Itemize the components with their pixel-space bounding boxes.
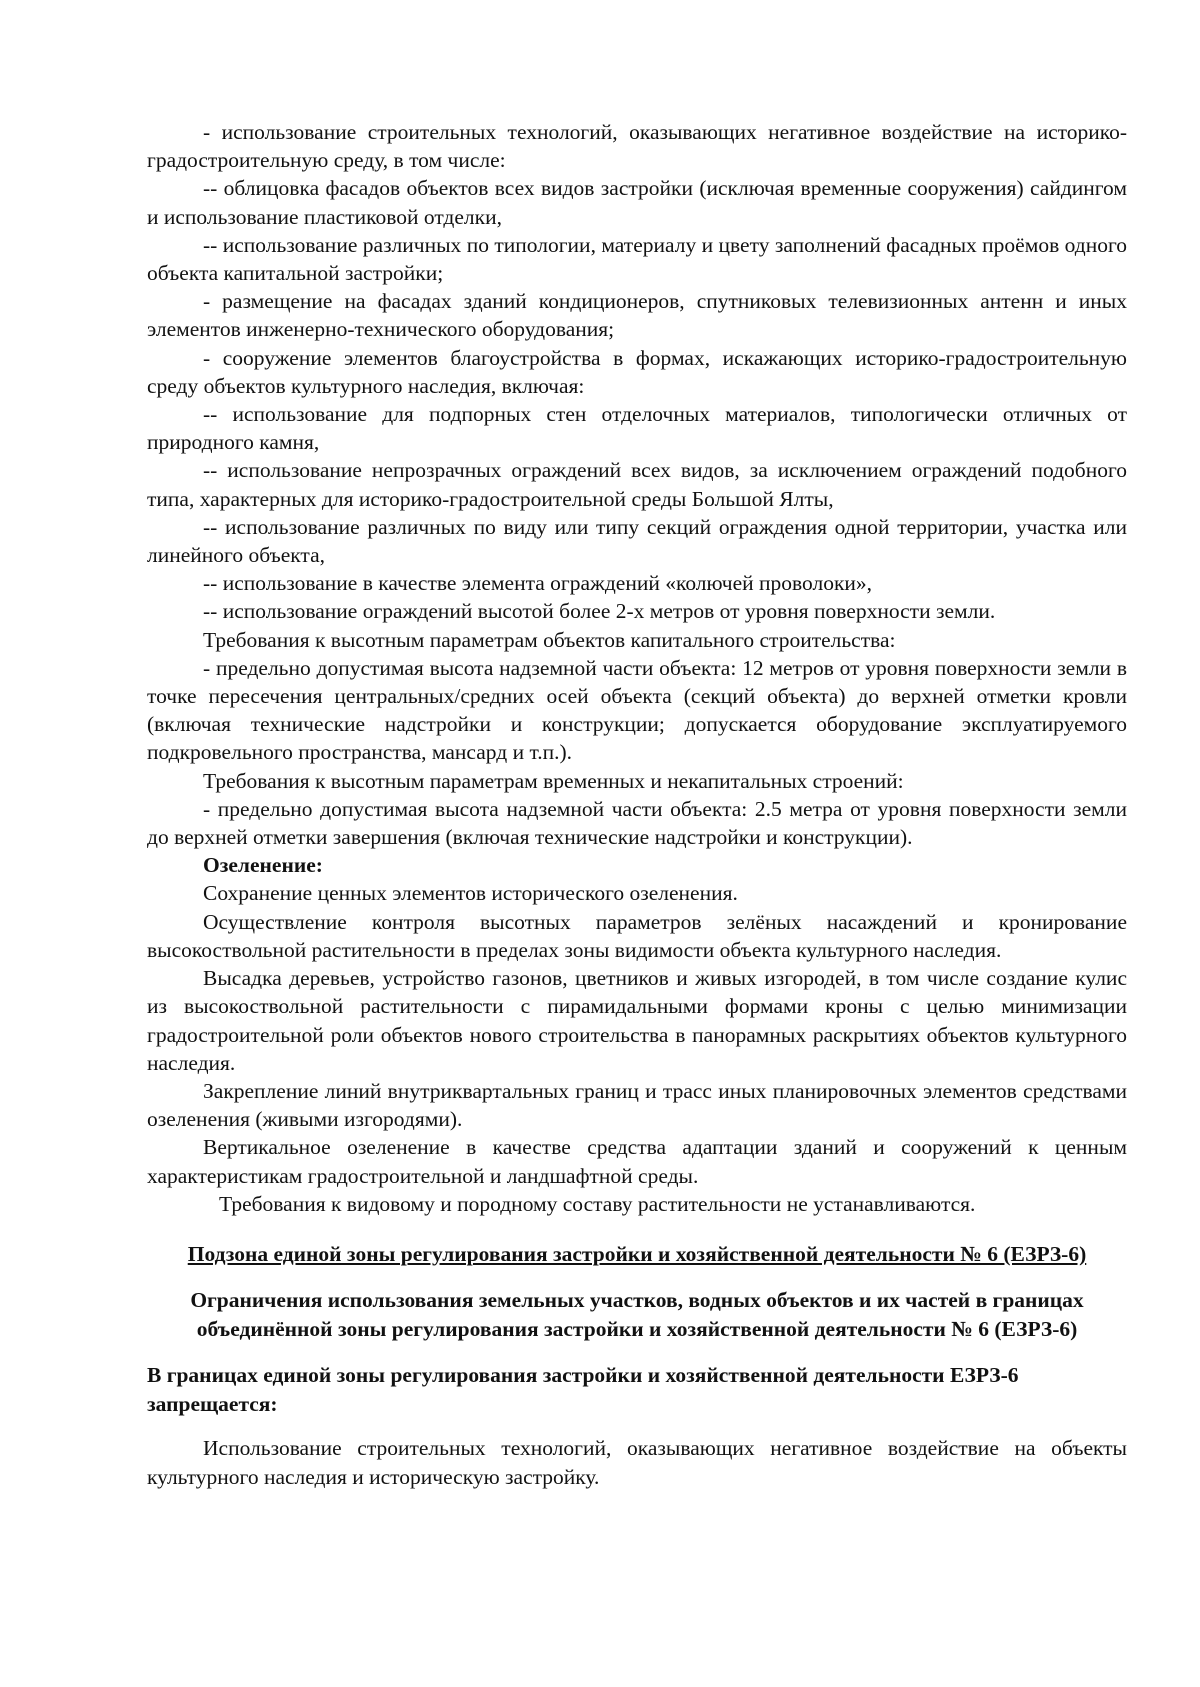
- paragraph: - сооружение элементов благоустройства в формах, искажающих историко-градостроительную среду объектов культурного наследия, включая:: [147, 345, 1127, 398]
- species-note: Требования к видовому и породному составу растительности не устанавливаются.: [219, 1191, 976, 1216]
- paragraph: Требования к высотным параметрам объектов капитального строительства:: [203, 627, 896, 652]
- paragraph: Сохранение ценных элементов исторического озеленения.: [203, 881, 738, 906]
- final-paragraph: Использование строительных технологий, оказывающих негативное воздействие на объекты культурного наследия и историческую застройку.: [147, 1436, 1127, 1489]
- paragraph: -- облицовка фасадов объектов всех видов застройки (исключая временные сооружения) сайдингом и использование пластиковой отделки,: [147, 176, 1127, 229]
- greening-heading: Озеленение:: [203, 853, 323, 878]
- paragraph: Высадка деревьев, устройство газонов, цветников и живых изгородей, в том числе создание кулис из высокоствольной растительности с пирамидальными формами кроны с целью минимизации градостроительной роли объектов нового строительства в панорамных раскрытиях объектов культурного наследия.: [147, 966, 1127, 1075]
- paragraph: - предельно допустимая высота надземной части объекта: 12 метров от уровня поверхности земли в точке пересечения центральных/средних осей объекта (секций объекта) до верхней отметки кровли (включая технические надстройки и конструкции; допускается оборудование эксплуатируемого подкровельного пространства, мансард и т.п.).: [147, 655, 1127, 765]
- paragraph: - размещение на фасадах зданий кондиционеров, спутниковых телевизионных антенн и иных элементов инженерно-технического оборудования;: [147, 289, 1127, 342]
- paragraph: -- использование для подпорных стен отделочных материалов, типологически отличных от природного камня,: [147, 402, 1127, 455]
- prohibited-heading: В границах единой зоны регулирования застройки и хозяйственной деятельности ЕЗРЗ-6 запрещается:: [147, 1363, 1019, 1416]
- restrictions-heading: Ограничения использования земельных участков, водных объектов и их частей в границах объединённой зоны регулирования застройки и хозяйственной деятельности № 6 (ЕЗРЗ-6): [190, 1288, 1084, 1341]
- paragraph: -- использование в качестве элемента ограждений «колючей проволоки»,: [203, 571, 873, 596]
- paragraph: Осуществление контроля высотных параметров зелёных насаждений и кронирование высокоствольной растительности в пределах зоны видимости объекта культурного наследия.: [147, 909, 1127, 962]
- paragraph: -- использование различных по типологии, материалу и цвету заполнений фасадных проёмов одного объекта капитальной застройки;: [147, 232, 1127, 286]
- paragraph: -- использование ограждений высотой более 2-х метров от уровня поверхности земли.: [203, 599, 996, 624]
- document-page: [147, 118, 1127, 1491]
- paragraph: -- использование различных по виду или типу секций ограждения одной территории, участка или линейного объекта,: [147, 514, 1127, 568]
- subzone-heading: Подзона единой зоны регулирования застройки и хозяйственной деятельности № 6 (ЕЗРЗ-6): [187, 1241, 1087, 1266]
- paragraph: -- использование непрозрачных ограждений всех видов, за исключением ограждений подобного типа, характерных для историко-градостроительной среды Большой Ялты,: [147, 458, 1127, 511]
- paragraph: - использование строительных технологий, оказывающих негативное воздействие на историко-градостроительную среду, в том числе:: [147, 120, 1127, 173]
- paragraph: - предельно допустимая высота надземной части объекта: 2.5 метра от уровня поверхности земли до верхней отметки завершения (включая технические надстройки и конструкции).: [147, 796, 1127, 850]
- paragraph: Требования к высотным параметрам временных и некапитальных строений:: [203, 768, 904, 793]
- paragraph: Закрепление линий внутриквартальных границ и трасс иных планировочных элементов средствами озеленения (живыми изгородями).: [147, 1078, 1127, 1132]
- paragraph: Вертикальное озеленение в качестве средства адаптации зданий и сооружений к ценным характеристикам градостроительной и ландшафтной среды.: [147, 1135, 1127, 1188]
